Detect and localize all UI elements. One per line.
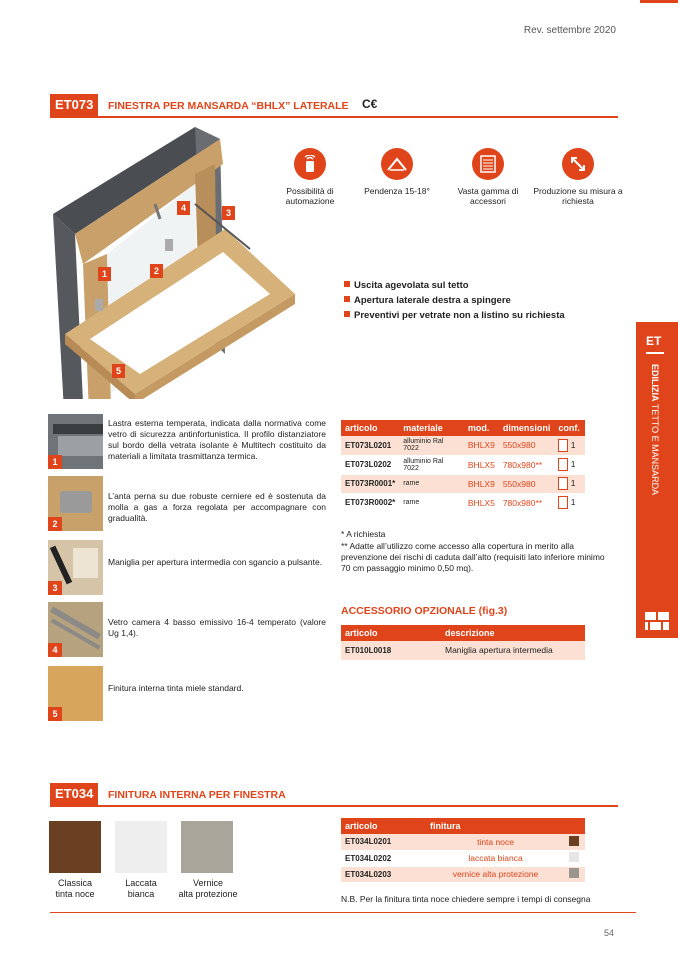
benefit-list bbox=[344, 278, 565, 323]
feature-custom-size: Produzione su misura a richiesta bbox=[533, 148, 623, 206]
quantity-box[interactable] bbox=[558, 496, 568, 509]
color-chip bbox=[569, 868, 579, 878]
revision-date: Rev. settembre 2020 bbox=[523, 25, 616, 36]
detail-text-5: Finitura interna tinta miele standard. bbox=[108, 683, 244, 693]
feature-automation: Possibilità di automazione bbox=[265, 148, 355, 206]
callout-5: 5 bbox=[112, 364, 125, 378]
callout-3: 3 bbox=[222, 206, 235, 220]
remote-control-icon bbox=[294, 148, 326, 180]
table-header: articolo finitura bbox=[341, 818, 585, 834]
swatch-vernice bbox=[181, 821, 233, 873]
section-title: FINITURA INTERNA PER FINESTRA bbox=[108, 789, 286, 801]
ce-mark: C€ bbox=[362, 97, 378, 111]
detail-photo-1: 1 bbox=[48, 414, 103, 469]
quantity-box[interactable] bbox=[558, 458, 568, 471]
section-title: FINESTRA PER MANSARDA “BHLX” LATERALE bbox=[108, 100, 349, 112]
accessory-table bbox=[341, 625, 585, 661]
table-row[interactable]: ET073L0201 alluminio Ral 7022 BHLX9 550x980 1 bbox=[341, 436, 585, 455]
list-item: Preventivi per vetrate non a listino su richiesta bbox=[344, 308, 565, 323]
callout-4: 4 bbox=[177, 201, 190, 215]
list-item: Uscita agevolata sul tetto bbox=[344, 278, 565, 293]
category-sidebar bbox=[636, 322, 678, 638]
roof-window-illustration bbox=[45, 124, 295, 399]
finish-table bbox=[341, 818, 585, 883]
detail-text-2: L’anta perna su due robuste cerniere ed è sostenuta da molla a gas a forza regolata per accompagnare con gradualità. bbox=[108, 491, 326, 523]
table-row[interactable]: ET073L0202 alluminio Ral 7022 BHLX5 780x980** 1 bbox=[341, 455, 585, 474]
quantity-box[interactable] bbox=[558, 477, 568, 490]
feature-pitch: Pendenza 15-18° bbox=[352, 148, 442, 196]
section-code-badge: ET034 bbox=[50, 783, 98, 805]
detail-text-4: Vetro camera 4 basso emissivo 16-4 temperato (valore Ug 1,4). bbox=[108, 617, 326, 638]
products-table bbox=[341, 420, 585, 513]
sidebar-label: EDILIZIA TETTO E MANSARDA bbox=[650, 364, 660, 496]
detail-photo-5: 5 bbox=[48, 666, 103, 721]
detail-photo-2: 2 bbox=[48, 476, 103, 531]
swatch-label-noce: Classica tinta noce bbox=[55, 878, 95, 899]
blind-accessories-icon bbox=[472, 148, 504, 180]
swatch-bianca bbox=[115, 821, 167, 873]
table-row[interactable]: ET034L0202 laccata bianca bbox=[341, 850, 585, 866]
top-accent-line bbox=[640, 0, 678, 3]
callout-2: 2 bbox=[150, 264, 163, 278]
swatch-label-vernice: Vernice alta protezione bbox=[178, 878, 238, 899]
color-chip bbox=[569, 852, 579, 862]
feature-accessories: Vasta gamma di accessori bbox=[443, 148, 533, 206]
footer-divider bbox=[50, 912, 636, 913]
bricks-icon bbox=[645, 612, 669, 630]
finish-note: N.B. Per la finitura tinta noce chiedere sempre i tempi di consegna bbox=[341, 894, 591, 904]
table-row[interactable]: ET073R0002* rame BHLX5 780x980** 1 bbox=[341, 493, 585, 512]
note-safety: ** Adatte all’utilizzo come accesso alla copertura in merito alla prevenzione dei rischi di caduta dall’alto (requisiti lato inferiore minimo 70 cm passaggio minimo 0,50 mq). bbox=[341, 541, 605, 573]
page-number: 54 bbox=[603, 928, 614, 938]
swatch-noce bbox=[49, 821, 101, 873]
sidebar-code: ET bbox=[646, 334, 662, 348]
table-row[interactable]: ET034L0201 tinta noce bbox=[341, 834, 585, 850]
accessory-title: ACCESSORIO OPZIONALE (fig.3) bbox=[341, 605, 508, 617]
table-row[interactable]: ET073R0001* rame BHLX9 550x980 1 bbox=[341, 474, 585, 493]
callout-1: 1 bbox=[98, 267, 111, 281]
table-row[interactable]: ET010L0018 Maniglia apertura intermedia bbox=[341, 641, 585, 660]
detail-photo-3: 3 bbox=[48, 540, 103, 595]
section-divider bbox=[50, 116, 618, 118]
table-header: articolo descrizione bbox=[341, 625, 585, 641]
table-header: articolo materiale mod. dimensioni conf. bbox=[341, 420, 585, 436]
table-row[interactable]: ET034L0203 vernice alta protezione bbox=[341, 866, 585, 882]
detail-photo-4: 4 bbox=[48, 602, 103, 657]
section-code-badge: ET073 bbox=[50, 94, 98, 116]
roof-pitch-icon bbox=[381, 148, 413, 180]
detail-text-3: Maniglia per apertura intermedia con sgancio a pulsante. bbox=[108, 557, 323, 567]
section-divider bbox=[50, 805, 618, 807]
quantity-box[interactable] bbox=[558, 439, 568, 452]
swatch-label-bianca: Laccata bianca bbox=[125, 878, 157, 899]
resize-arrows-icon bbox=[562, 148, 594, 180]
note-on-request: * A richiesta bbox=[341, 529, 386, 539]
color-chip bbox=[569, 836, 579, 846]
detail-text-1: Lastra esterna temperata, indicata dalla normativa come vetro di sicurezza antinfortunistica. Il profilo distanziatore sul bordo della vetrata isolante è Multitech costituito da materiali a limitata trasmittanza termica. bbox=[108, 418, 326, 461]
list-item: Apertura laterale destra a spingere bbox=[344, 293, 565, 308]
